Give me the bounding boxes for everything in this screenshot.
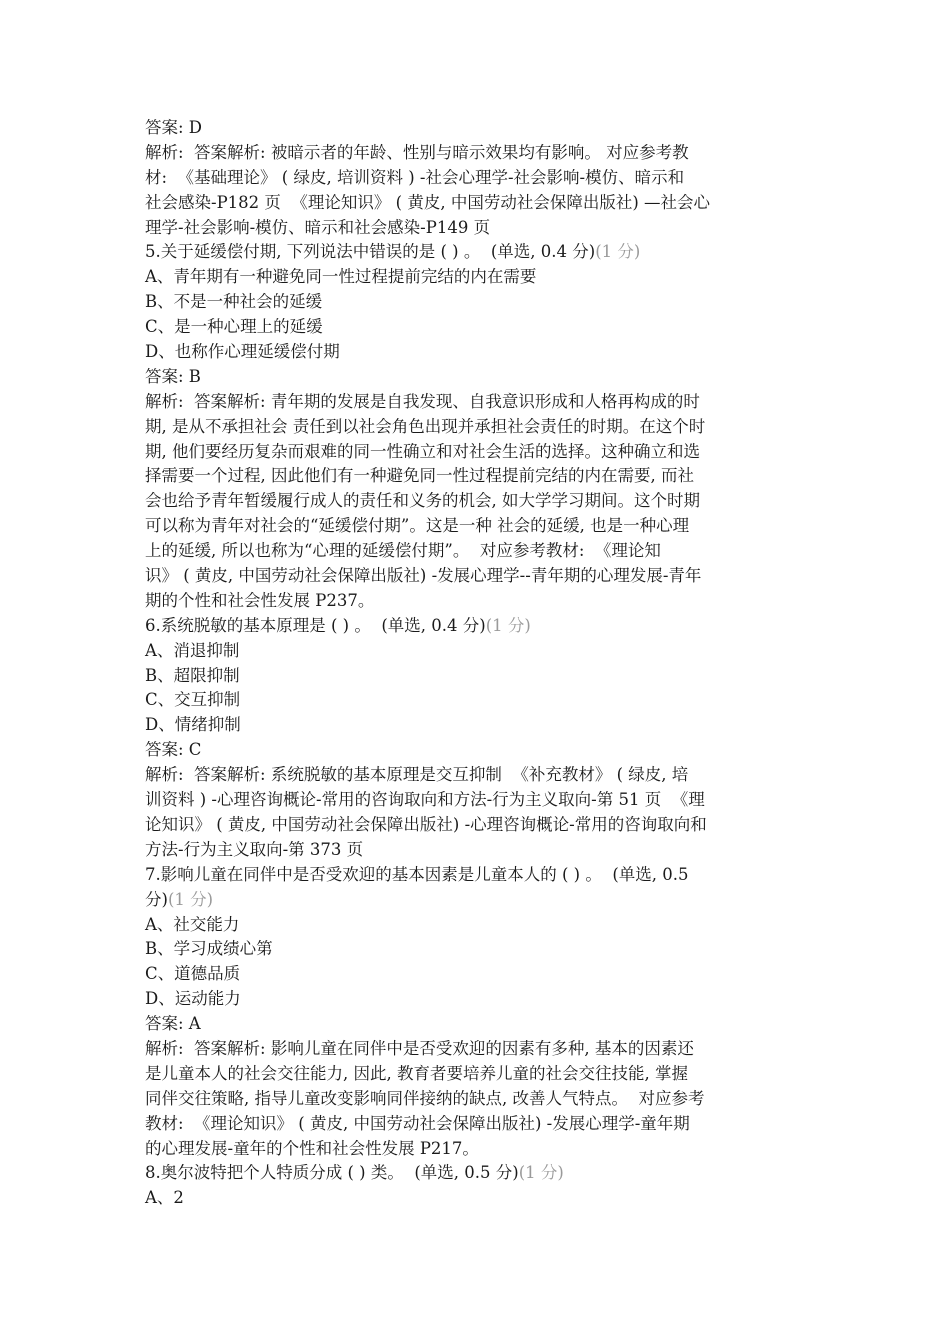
question-6 — [145, 614, 815, 639]
explanation-line: 材: 《基础理论》 ( 绿皮, 培训资料 ) -社会心理学-社会影响-模仿、暗示和 — [145, 167, 685, 187]
explanation-line: 解析: 答案解析: 影响儿童在同伴中是否受欢迎的因素有多种, 基本的因素还 — [145, 1038, 694, 1058]
explanation-line: 解析: 答案解析: 系统脱敏的基本原理是交互抑制 《补充教材》 ( 绿皮, 培 — [145, 765, 689, 785]
option-a: A、社交能力 — [145, 914, 240, 934]
question-5 — [145, 240, 815, 265]
option-a: A、青年期有一种避免同一性过程提前完结的内在需要 — [145, 267, 537, 287]
question-8 — [145, 1161, 815, 1186]
explanation-line: 社会感染-P182 页 《理论知识》 ( 黄皮, 中国劳动社会保障出版社) —社会心 — [145, 192, 711, 212]
explanation-line: 是儿童本人的社会交往能力, 因此, 教育者要培养儿童的社会交往技能, 掌握 — [145, 1063, 688, 1083]
document-body — [145, 116, 815, 1211]
explanation-line: 上的延缓, 所以也称为“心理的延缓偿付期”。 对应参考教材: 《理论知 — [145, 541, 661, 561]
answer-line: 答案: D — [145, 118, 203, 137]
answer-line: 答案: A — [145, 1014, 201, 1034]
question-6-score: (1 分) — [485, 615, 531, 635]
question-7-score: (1 分) — [167, 889, 214, 909]
explanation-line: 理学-社会影响-模仿、暗示和社会感染-P149 页 — [145, 217, 491, 237]
question-5-score: (1 分) — [595, 242, 641, 262]
question-7: 7.影响儿童在同伴中是否受欢迎的基本因素是儿童本人的 ( ) 。 (单选, 0.5 — [145, 864, 689, 884]
explanation-line: 识》 ( 黄皮, 中国劳动社会保障出版社) -发展心理学--青年期的心理发展-青年 — [145, 566, 702, 586]
option-d: D、情绪抑制 — [145, 715, 241, 735]
option-d: D、也称作心理延缓偿付期 — [145, 342, 340, 362]
question-8-text: 8.奥尔波特把个人特质分成 ( ) 类。 (单选, 0.5 分) — [145, 1163, 519, 1183]
question-6-text: 6.系统脱敏的基本原理是 ( ) 。 (单选, 0.4 分) — [145, 615, 486, 635]
question-5-text: 5.关于延缓偿付期, 下列说法中错误的是 ( ) 。 (单选, 0.4 分) — [145, 242, 596, 262]
question-7-continued — [145, 888, 815, 913]
explanation-line: 可以称为青年对社会的“延缓偿付期”。这是一种 社会的延缓, 也是一种心理 — [145, 516, 690, 536]
question-8-score: (1 分) — [518, 1163, 564, 1183]
explanation-line: 方法-行为主义取向-第 373 页 — [145, 839, 364, 859]
option-d: D、运动能力 — [145, 989, 241, 1009]
explanation-line: 教材: 《理论知识》 ( 黄皮, 中国劳动社会保障出版社) -发展心理学-童年期 — [145, 1113, 690, 1133]
option-b: B、不是一种社会的延缓 — [145, 292, 323, 312]
option-c: C、是一种心理上的延缓 — [145, 317, 323, 337]
question-7-text: 分) — [145, 889, 168, 909]
explanation-line: 期的个性和社会性发展 P237。 — [145, 590, 375, 610]
explanation-line: 的心理发展-童年的个性和社会性发展 P217。 — [145, 1138, 479, 1158]
option-a: A、2 — [145, 1188, 184, 1208]
explanation-line: 会也给予青年暂缓履行成人的责任和义务的机会, 如大学学习期间。这个时期 — [145, 491, 700, 511]
explanation-line: 论知识》 ( 黄皮, 中国劳动社会保障出版社) -心理咨询概论-常用的咨询取向和 — [145, 814, 707, 834]
explanation-line: 训资料 ) -心理咨询概论-常用的咨询取向和方法-行为主义取向-第 51 页 《理 — [145, 790, 705, 810]
option-c: C、交互抑制 — [145, 690, 241, 710]
explanation-line: 择需要一个过程, 因此他们有一种避免同一性过程提前完结的内在需要, 而社 — [145, 466, 694, 486]
option-b: B、超限抑制 — [145, 665, 240, 685]
answer-line: 答案: B — [145, 366, 201, 386]
answer-line: 答案: C — [145, 740, 202, 760]
explanation-line: 解析: 答案解析: 青年期的发展是自我发现、自我意识形成和人格再构成的时 — [145, 391, 700, 411]
explanation-line: 解析: 答案解析: 被暗示者的年龄、性别与暗示效果均有影响。 对应参考教 — [145, 142, 689, 162]
option-b: B、学习成绩心第 — [145, 939, 273, 959]
explanation-line: 同伴交往策略, 指导儿童改变影响同伴接纳的缺点, 改善人气特点。 对应参考 — [145, 1088, 705, 1108]
explanation-line: 期, 他们要经历复杂而艰难的同一性确立和对社会生活的选择。这种确立和选 — [145, 441, 700, 461]
explanation-line: 期, 是从不承担社会 责任到以社会角色出现并承担社会责任的时期。在这个时 — [145, 416, 706, 436]
option-a: A、消退抑制 — [145, 640, 240, 660]
option-c: C、道德品质 — [145, 964, 241, 984]
